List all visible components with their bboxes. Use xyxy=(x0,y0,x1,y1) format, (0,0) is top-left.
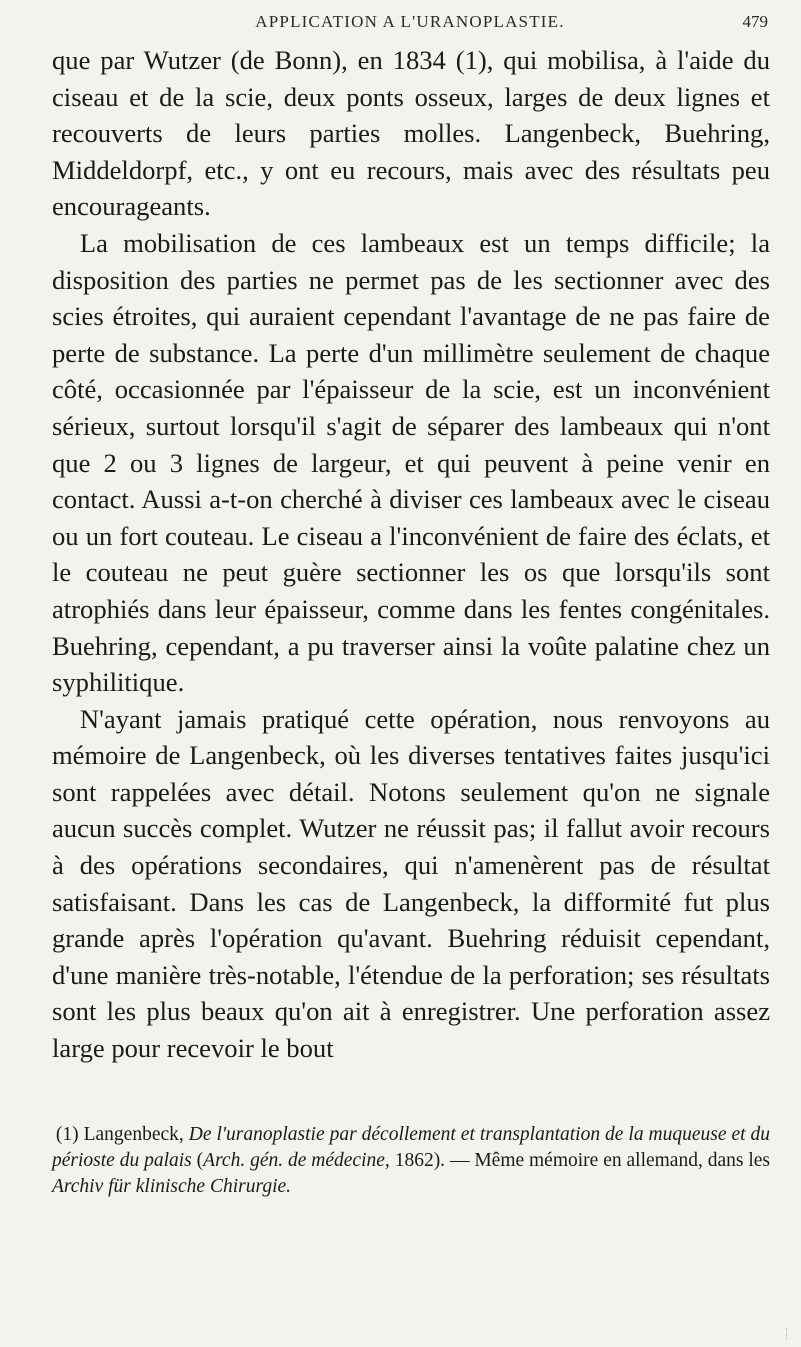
running-head xyxy=(52,10,768,36)
paragraph-1: que par Wutzer (de Bonn), en 1834 (1), qui mobilisa, à l'aide du ciseau et de la scie, deux ponts osseux, larges de deux lignes et recouverts de leurs parties molles. Langenbeck, Buehring, Middeldorpf, etc., y ont eu recours, mais avec des résultats peu encourageants. xyxy=(52,45,770,222)
body-text xyxy=(52,42,770,1067)
scan-artifact xyxy=(786,1328,791,1340)
footnote-marker: (1) xyxy=(55,1124,79,1145)
footnote-source-close: 1862). — Même mémoire en allemand, dans les xyxy=(394,1150,771,1171)
page-number: 479 xyxy=(742,12,768,31)
running-title: APPLICATION A L'URANOPLASTIE. xyxy=(255,12,565,31)
footnote-source-open: ( xyxy=(196,1150,204,1171)
footnote-title: De l'uranoplastie par décollement et transplantation de la muqueuse et du périoste du palais xyxy=(52,1124,771,1171)
footnotes xyxy=(52,1122,770,1200)
footnote-source: Arch. gén. de médecine, xyxy=(203,1150,390,1171)
footnote-journal: Archiv für klinische Chirurgie. xyxy=(52,1176,292,1197)
footnote-1 xyxy=(52,1122,770,1200)
paragraph-2: La mobilisation de ces lambeaux est un temps difficile; la disposition des parties ne permet pas de les sectionner avec des scies étroites, qui auraient cependant l'avantage de ne pas faire de perte de substance. La perte d'un millimètre seulement de chaque côté, occasionnée par l'épaisseur de la scie, est un inconvénient sérieux, surtout lorsqu'il s'agit de séparer des lambeaux qui n'ont que 2 ou 3 lignes de largeur, et qui peuvent à peine venir en contact. Aussi a-t-on cherché à diviser ces lambeaux avec le ciseau ou un fort couteau. Le ciseau a l'inconvénient de faire des éclats, et le couteau ne peut guère sectionner les os que lorsqu'ils sont atrophiés dans leur épaisseur, comme dans les fentes congénitales. Buehring, cependant, a pu traverser ainsi la voûte palatine chez un syphilitique. xyxy=(52,227,770,698)
paragraph-3: N'ayant jamais pratiqué cette opération, nous renvoyons au mémoire de Langenbeck, où les diverses tentatives faites jusqu'ici sont rappelées avec détail. Notons seulement qu'on ne signale aucun succès complet. Wutzer ne réussit pas; il fallut avoir recours à des opérations secondaires, qui n'amenèrent pas de résultat satisfaisant. Dans les cas de Langenbeck, la difformité fut plus grande après l'opération qu'avant. Buehring réduisit cependant, d'une manière très-notable, l'étendue de la perforation; ses résultats sont les plus beaux qu'on ait à enregistrer. Une perforation assez large pour recevoir le bout xyxy=(52,703,770,1064)
footnote-author: Langenbeck, xyxy=(83,1124,184,1145)
